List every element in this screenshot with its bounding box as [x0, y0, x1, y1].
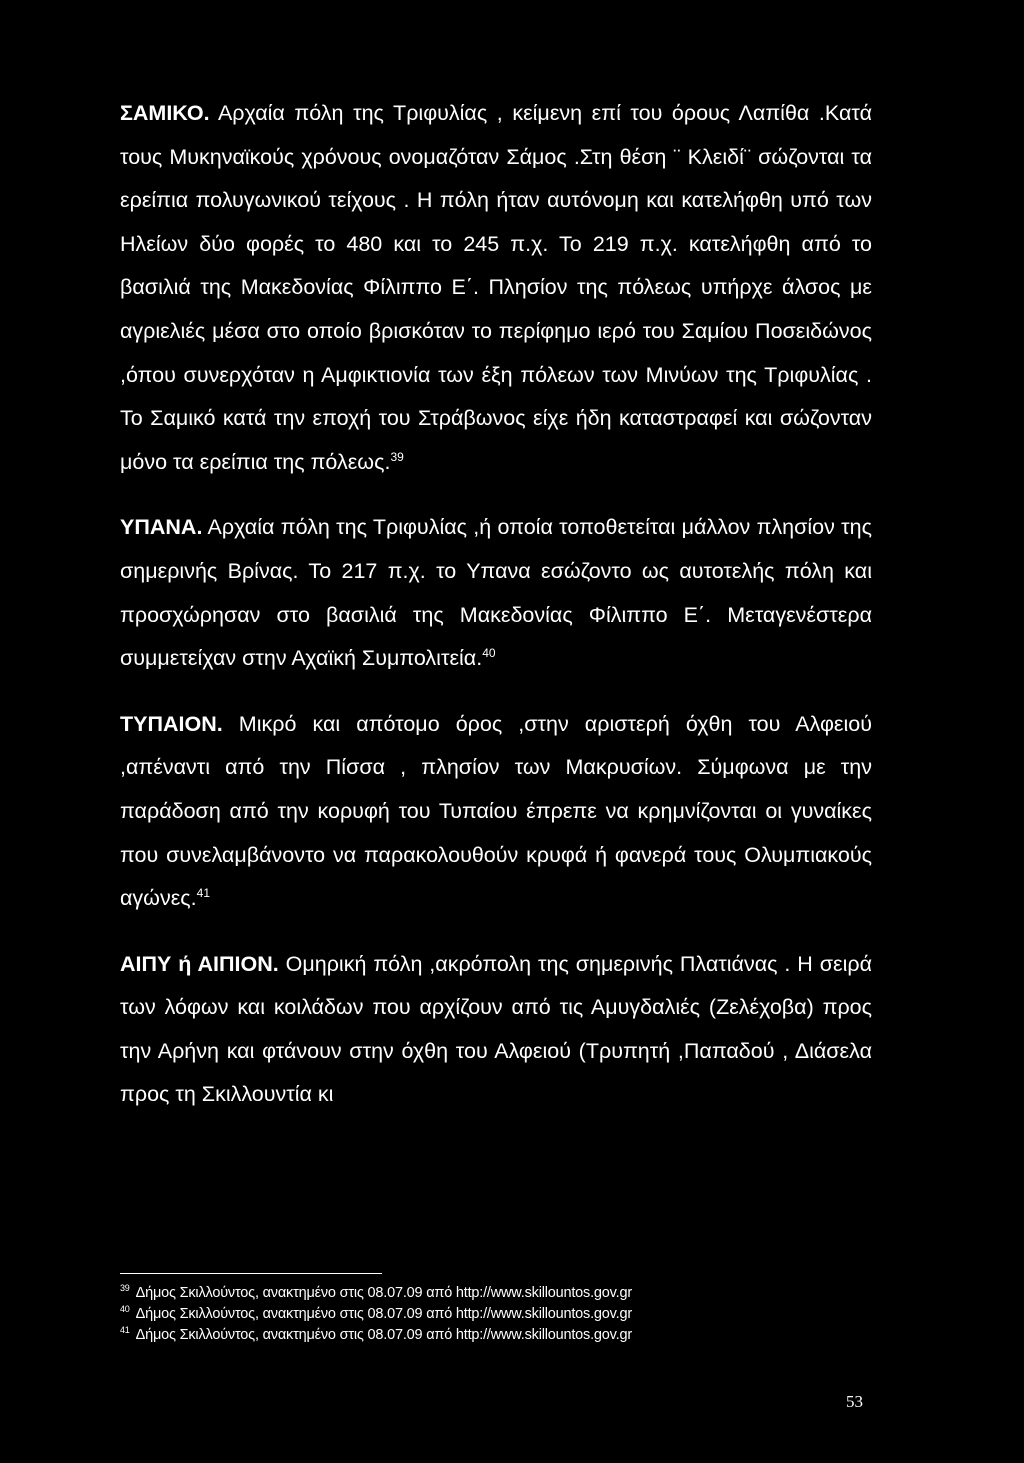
footnote-ref: 41	[196, 885, 210, 900]
footnote-number: 41	[120, 1325, 130, 1336]
footnotes	[120, 1283, 880, 1346]
entry-term: ΑΙΠΥ ή ΑΙΠΙΟΝ.	[120, 951, 279, 976]
entry-ypana	[120, 506, 872, 680]
footnote-ref: 39	[390, 449, 404, 464]
footnote-ref: 40	[482, 645, 496, 660]
entry-text: Αρχαία πόλη της Τριφυλίας ,ή οποία τοποθετείται μάλλον πλησίον της σημερινής Βρίνας. Το 217 π.χ. το Υπανα εσώζοντο ως αυτοτελής πόλη και προσχώρησαν στο βασιλιά της Μακεδονίας Φίλιππο Ε΄. Μεταγενέστερα συμμετείχαν στην Αχαϊκή Συμπολιτεία.	[120, 515, 872, 671]
footnote-text: Δήμος Σκιλλούντος, ανακτημένο στις 08.07.09 από http://www.skillountos.gov.gr	[135, 1285, 632, 1301]
footnote-number: 39	[120, 1283, 130, 1294]
entry-text: Μικρό και απότομο όρος ,στην αριστερή όχθη του Αλφειού ,απέναντι από την Πίσσα , πλησίον των Μακρυσίων. Σύμφωνα με την παράδοση από την κορυφή του Τυπαίου έπρεπε να κρημνίζονται οι γυναίκες που συνελαμβάνοντο να παρακολουθούν κρυφά ή φανερά τους Ολυμπιακούς αγώνες.	[120, 711, 872, 911]
entry-text: Ομηρική πόλη ,ακρόπολη της σημερινής Πλατιάνας . Η σειρά των λόφων και κοιλάδων που αρχίζουν από τις Αμυγδαλιές (Ζελέχοβα) προς την Αρήνη και φτάνουν στην όχθη του Αλφειού (Τρυπητή ,Παπαδού , Διάσελα προς τη Σκιλλουντία κι	[120, 951, 873, 1107]
entry-text: Αρχαία πόλη της Τριφυλίας , κείμενη επί του όρους Λαπίθα .Κατά τους Μυκηναϊκούς χρόνους ονομαζόταν Σάμος .Στη θέση ¨ Κλειδί¨ σώζονται τα ερείπια πολυγωνικού τείχους . Η πόλη ήταν αυτόνομη και κατελήφθη υπό των Ηλείων δύο φορές το 480 και το 245 π.χ. Το 219 π.χ. κατελήφθη από το βασιλιά της Μακεδονίας Φίλιππο Ε΄. Πλησίον της πόλεως υπήρχε άλσος με αγριελιές μέσα στο οποίο βρισκόταν το περίφημο ιερό του Σαμίου Ποσειδώνος ,όπου συνερχόταν η Αμφικτιονία των έξη πόλεων των Μινύων της Τριφυλίας . Το Σαμικό κατά την εποχή του Στράβωνος είχε ήδη καταστραφεί και σώζονταν μόνο τα ερείπια της πόλεως.	[120, 101, 872, 474]
entry-samiko	[120, 92, 872, 484]
footnote-40	[120, 1304, 880, 1325]
footnote-41	[120, 1325, 880, 1346]
page-number: 53	[846, 1392, 863, 1411]
entry-term: ΣΑΜΙΚΟ.	[120, 101, 210, 125]
entry-term: ΤΥΠΑΙΟΝ.	[120, 711, 223, 736]
entry-term: ΥΠΑΝΑ.	[120, 515, 203, 540]
page-body	[120, 92, 872, 1117]
footnote-text: Δήμος Σκιλλούντος, ανακτημένο στις 08.07.09 από http://www.skillountos.gov.gr	[135, 1327, 632, 1343]
entry-aipy	[120, 943, 872, 1117]
entry-typaion	[120, 703, 872, 921]
footnote-text: Δήμος Σκιλλούντος, ανακτημένο στις 08.07.09 από http://www.skillountos.gov.gr	[135, 1306, 632, 1322]
footnote-number: 40	[120, 1304, 130, 1315]
footnote-39	[120, 1283, 880, 1304]
footnote-separator	[120, 1273, 382, 1274]
